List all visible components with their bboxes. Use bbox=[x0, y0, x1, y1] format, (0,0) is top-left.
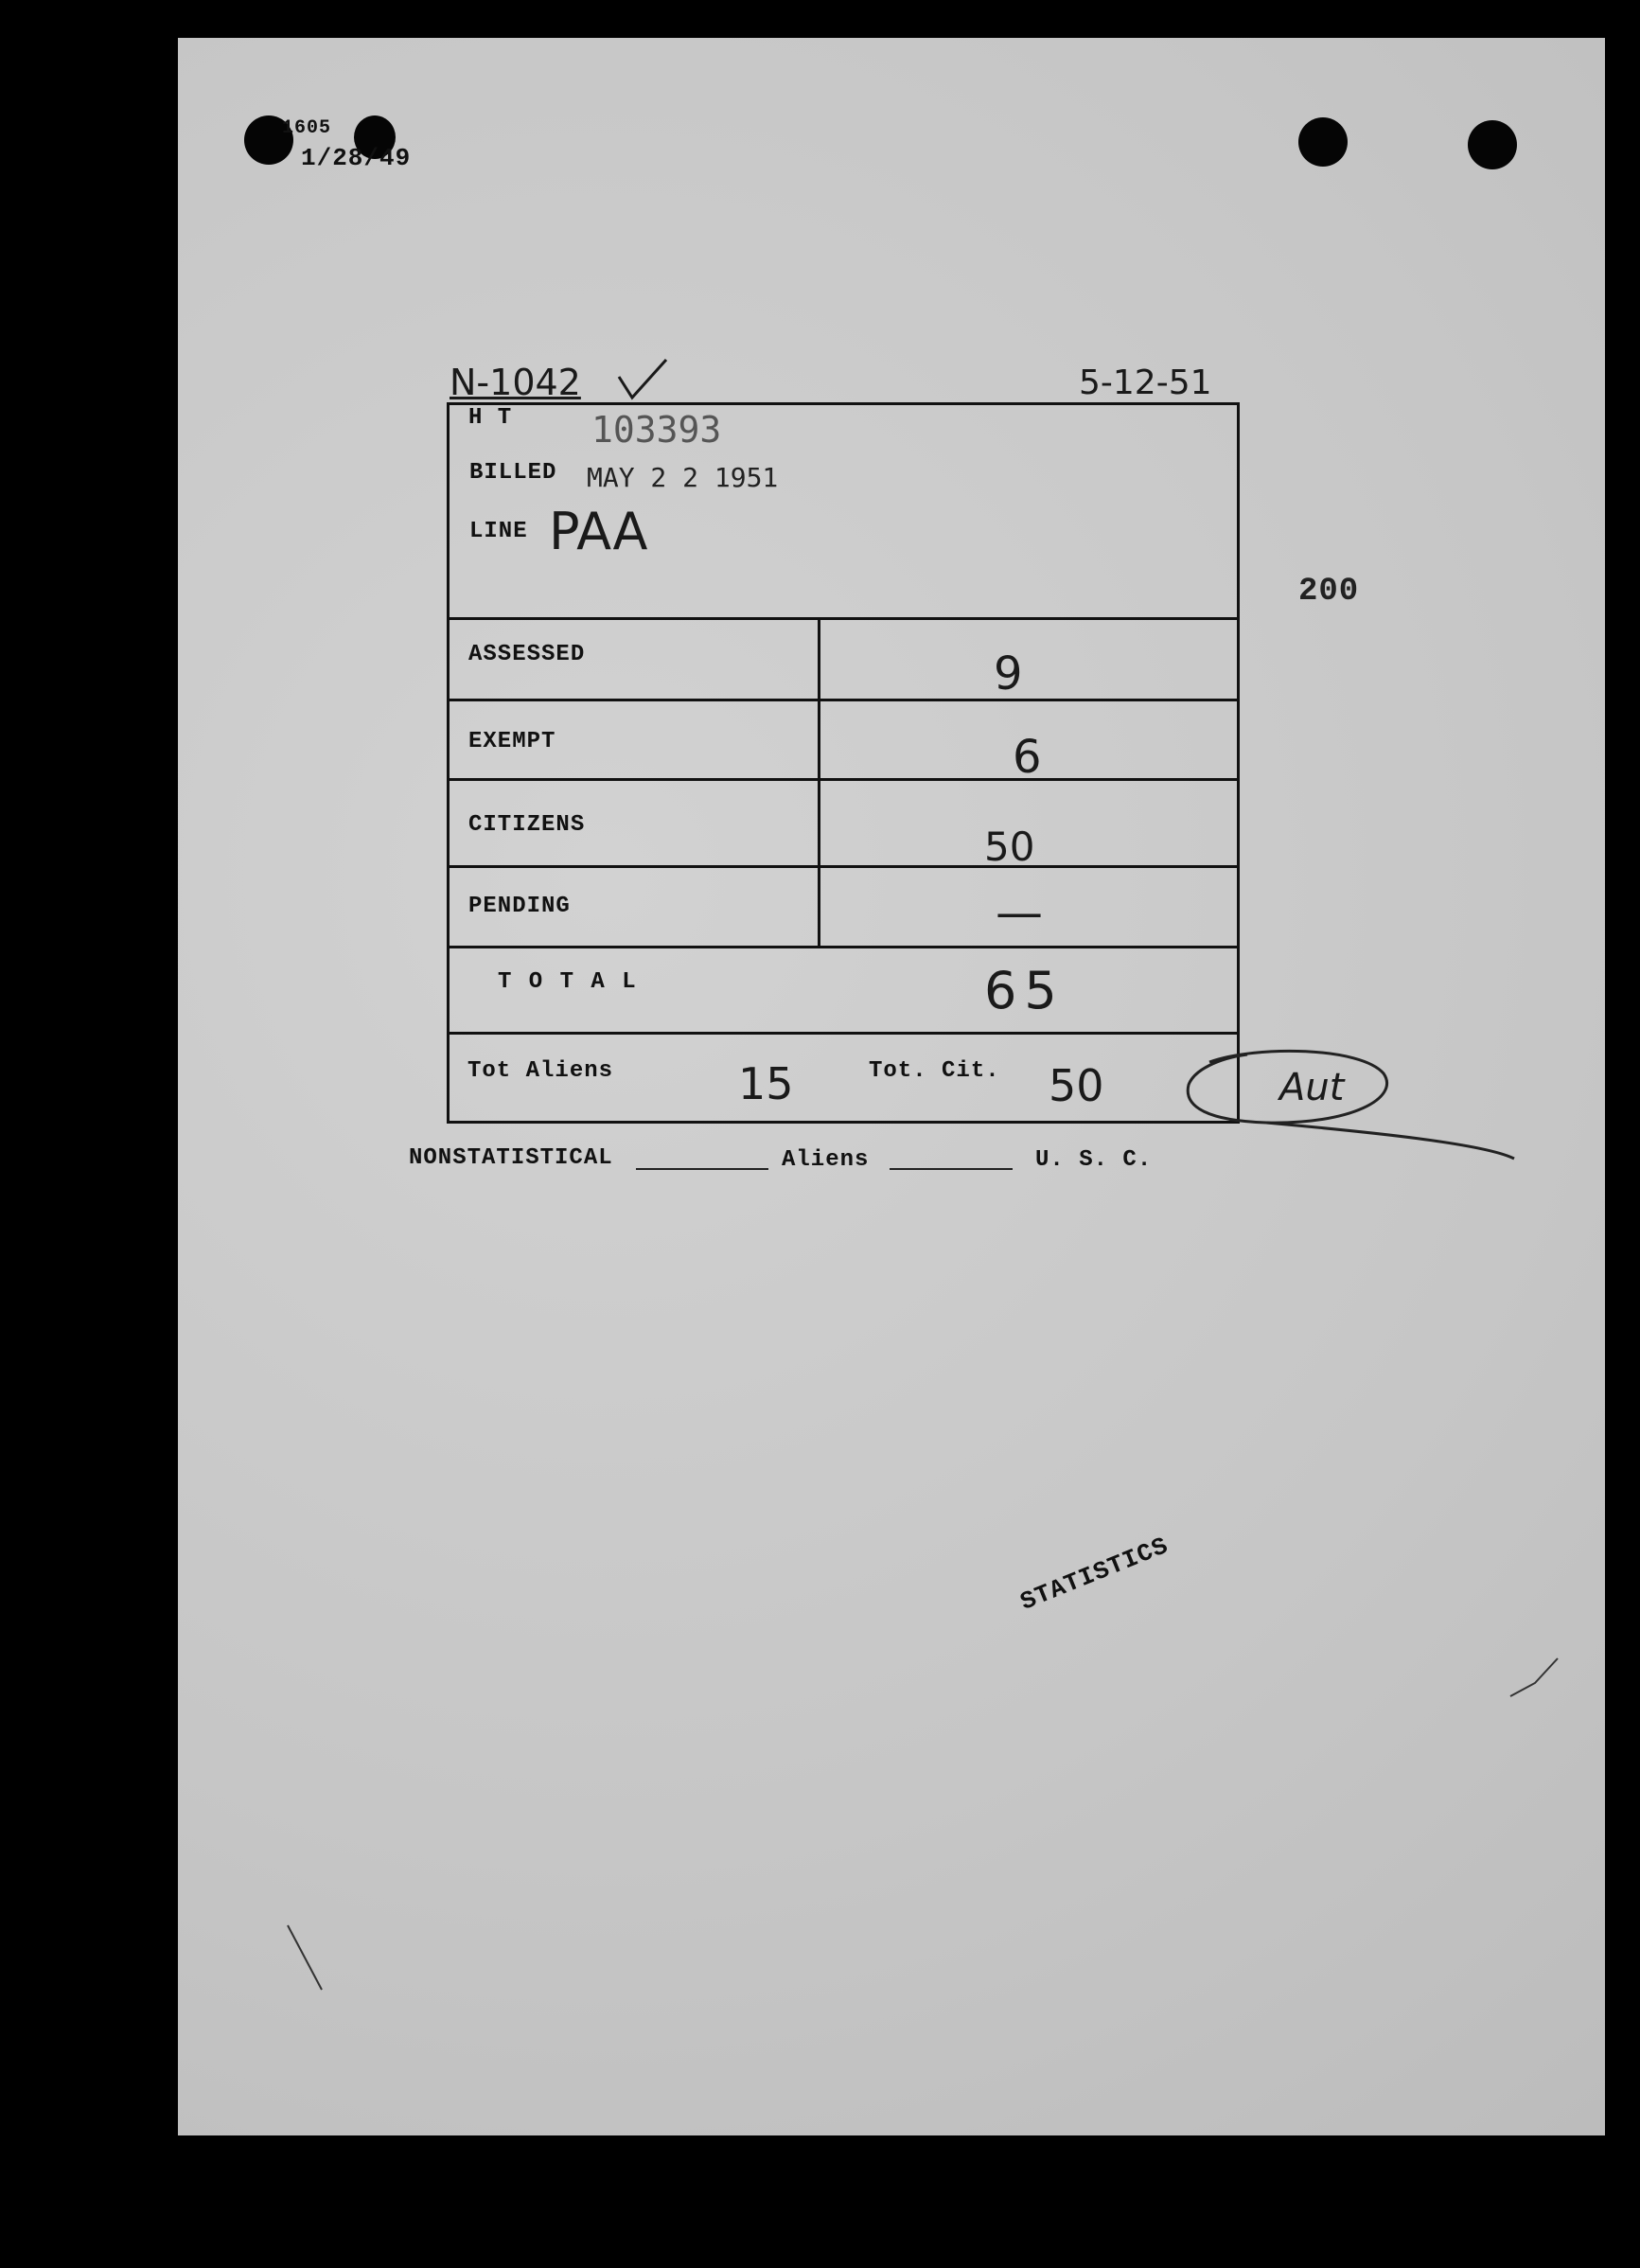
row-value-pending: — bbox=[996, 885, 1043, 940]
rule-top-of-table bbox=[447, 617, 1240, 620]
checkmark-icon bbox=[615, 358, 672, 405]
row-value-citizens: 50 bbox=[984, 824, 1035, 870]
aliens-blank bbox=[890, 1168, 1013, 1170]
scratch-mark-left bbox=[284, 1922, 331, 1997]
punch-hole-right-2 bbox=[1468, 120, 1517, 169]
total-aliens-value: 15 bbox=[738, 1058, 794, 1109]
column-divider bbox=[818, 617, 820, 946]
rule-5 bbox=[447, 1032, 1240, 1035]
row-label-citizens: CITIZENS bbox=[468, 812, 586, 838]
ht-value: 103393 bbox=[591, 409, 722, 451]
total-label: T O T A L bbox=[498, 969, 638, 995]
nonstatistical-label: NONSTATISTICAL bbox=[409, 1145, 613, 1171]
form-revision: 1/28/49 bbox=[301, 144, 412, 172]
rule-3 bbox=[447, 865, 1240, 868]
scratch-mark-right bbox=[1508, 1655, 1565, 1702]
footer-aliens-label: Aliens bbox=[782, 1147, 870, 1173]
total-citizens-label: Tot. Cit. bbox=[869, 1058, 1000, 1084]
total-aliens-label: Tot Aliens bbox=[467, 1058, 614, 1084]
billed-value: MAY 2 2 1951 bbox=[587, 462, 779, 493]
manifest-number: N-1042 bbox=[450, 362, 581, 403]
handwritten-date: 5-12-51 bbox=[1079, 363, 1212, 402]
nonstatistical-blank bbox=[636, 1168, 768, 1170]
row-label-assessed: ASSESSED bbox=[468, 642, 586, 667]
row-label-exempt: EXEMPT bbox=[468, 729, 556, 754]
row-value-assessed: 9 bbox=[994, 647, 1023, 700]
ht-label: H T bbox=[468, 405, 513, 431]
row-value-exempt: 6 bbox=[1013, 731, 1042, 784]
total-citizens-value: 50 bbox=[1049, 1060, 1104, 1111]
initials: Aut bbox=[1279, 1066, 1345, 1109]
rule-2 bbox=[447, 778, 1240, 781]
billed-label: BILLED bbox=[469, 460, 557, 486]
row-label-pending: PENDING bbox=[468, 894, 571, 919]
form-number: 1605 bbox=[282, 117, 332, 139]
punch-hole-right-1 bbox=[1298, 117, 1348, 167]
line-label: LINE bbox=[469, 519, 528, 544]
statistics-stamp: STATISTICS bbox=[1016, 1531, 1173, 1617]
footer-usc-label: U. S. C. bbox=[1035, 1147, 1153, 1173]
rule-4 bbox=[447, 946, 1240, 948]
side-number: 200 bbox=[1298, 574, 1360, 610]
line-value: PAA bbox=[549, 502, 648, 561]
total-value: 65 bbox=[984, 961, 1065, 1020]
rule-1 bbox=[447, 699, 1240, 701]
